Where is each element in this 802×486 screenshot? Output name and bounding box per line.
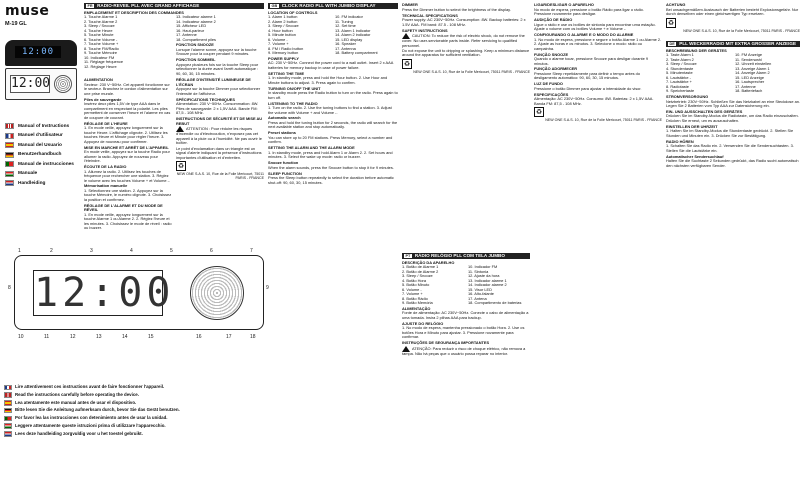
de-flag-icon [4,408,12,414]
weee-bin-icon: ♻ [177,162,185,170]
language-item[interactable]: Manual of Instructions [5,122,81,130]
it-flag-icon [4,423,12,429]
device-front-view [5,68,77,100]
pt-flag-icon [4,416,12,422]
de-header: DE PLL WECKERRADIO MIT EXTRA GROSSER ANZEIGE [666,41,800,47]
es-flag-icon [4,400,12,406]
language-item[interactable]: Benutzerhandbuch [5,151,81,159]
language-item[interactable]: Manual de instrucciones [5,160,81,168]
fr-controls-list: 1. Touche Alarme 1 2. Touche Alarme 2 3. Sleep / Snooze 4. Touche Heure 5. Touche Minute 6. Touche Volume - 7. Touche Volume + 8. Touche FM/Radio 9. Touche Mémoire 10. Indicateur FM 11. Réglage fréquence 12. Réglage Heure 13. Indicateur alarme 1 14. Indicateur alarme 2 15. Afficheur LED 16. Haut-parleur 17. Antenne 18. Compartiment piles FONCTION SNOOZE Lorsque l'alarme sonne, appuyez sur la touche Snooze pour la couper pendant 9 minutes. FONCTION SOMMEIL Appuyez plusieurs fois sur la touche Sleep pour sélectionner la durée avant l'arrêt automatique : 90, 60, 30, 15 minutes. [84,14,259,76]
weee-bin-icon: ♻ [403,60,411,68]
pt-header: PT RÁDIO RELÓGIO PLL COM TELA JUMBO [402,253,530,259]
language-item[interactable]: Manuel d'utilisateur [5,132,81,140]
read-instructions-notice: Lire attentivement ces instructions avant de faire fonctionner l'appareil. Read the instructions carefully before operating the device. Lea atentamente este manual antes de usar el dispositivo. Bitte lesen Sie die Anleitung aufmerksam durch, bevor Sie das Gerät benutzen. Por favor lea las instrucciones con detenimiento antes de usar la unidad. Leggere attentamente queste istruzioni prima di utilizzare l'apparecchio. Lees deze handleiding zorgvuldig voor u het toestel gebruikt. [4,384,264,439]
nl-flag-icon [4,431,12,437]
large-speaker-grille [190,266,244,320]
french-section: FR RADIO-REVEIL PLL AVEC GRAND AFFICHAGE EMPLACEMENT ET DESCRIPTION DES COMMANDES 1. Touche Alarme 1 2. Touche Alarme 2 3. Sleep / Snooze 4. Touche Heure 5. Touche Minute 6. Touche Volume - 7. Touche Volume + 8. Touche FM/Radio 9. Touche Mémoire 10. Indicateur FM 11. Réglage fréquence 12. Réglage Heure 13. Indicateur alarme 1 14. Indicateur alarme 2 15. Afficheur LED 16. Haut-parleur 17. Antenne 18. Compartiment piles FONCTION SNOOZE Lorsque l'alarme sonne, appuyez sur la touche Snooze pour la couper pendant 9 minutes. FONCTION SOMMEIL Appuyez plusieurs fois sur la touche Sleep pour sélectionner la durée avant l'arrêt automatique : 90, 60, 30, 15 minutes. ALIMENTATION Secteur: 230 V~50Hz. Cet appareil fonctionne sur le secteur. Branchez le cordon d'alimentation sur une prise murale. Piles de sauvegarde Insérez deux piles 1,5V de type AAA dans le compartiment en respectant la polarité. Les piles permettent de conserver l'heure et l'alarme en cas de coupure de courant. RÉGLAGE DE L'HEURE 1. En mode veille, appuyez longuement sur la touche Heure. L'affichage clignote. 2. Utilisez les touches Heure et Minute pour régler l'heure. 3. Appuyez de nouveau pour confirmer. MISE EN MARCHE ET ARRÊT DE L'APPAREIL En mode veille, appuyez sur la touche Radio pour allumer la radio. Appuyez de nouveau pour l'éteindre. ÉCOUTE DE LA RADIO 1. Allumez la radio. 2. Utilisez les touches de fréquence pour rechercher une station. 3. Réglez le volume avec les touches Volume + et Volume -. Mémorisation manuelle 1. Sélectionnez une station. 2. Appuyez sur la touche Mémoire, le numéro clignote. 3. Choisissez la position et confirmez. RÉGLAGE DE L'ALARME ET DU MODE DE RÉVEIL 1. En mode veille, appuyez longuement sur la touche Alarme 1 ou Alarme 2. 2. Réglez l'heure et les minutes. 3. Choisissez le mode de réveil : radio ou buzzer. RÉGLAGE D'INTENSITÉ LUMINEUSE DE L'ÉCRAN Appuyez sur la touche Dimmer pour sélectionner l'intensité de l'afficheur. SPÉCIFICATIONS TECHNIQUES Alimentation: 230 V~50Hz. Consommation: 8W. Piles de sauvegarde: 2 x 1,5V AAA. Bande FM: 87,5 - 108 MHz. INSTRUCTIONS DE SÉCURITÉ ET DE MISE AU REBUT ATTENTION : Pour réduire les risques d'incendie ou d'électrocution, n'exposez pas cet appareil à la pluie ou à l'humidité. Ne pas ouvrir le boîtier. Le point d'exclamation dans un triangle est un signal d'alerte indiquant la présence d'instructions importantes d'utilisation et d'entretien. ♻ NEW ONE S.A.S. 10, Rue de la Folie Mericourt, 75011 PARIS - FRANCE [84,3,264,231]
language-item[interactable]: Manuale [5,170,81,178]
model-number: M-19 GL [5,21,27,27]
en-header: GB CLOCK RADIO PLL WITH JUMBO DISPLAY [268,3,398,9]
en-controls-list: 1. Alarm 1 button 2. Alarm 2 button 3. Sleep / Snooze 4. Hour button 5. Minute button 6. Volume - 7. Volume + 8. FM / Radio button 9. Memory button 10. FM indicator 11. Tuning 12. Set time 13. Alarm 1 indicator 14. Alarm 2 indicator 15. LED display 16. Speaker 17. Antenna 18. Battery compartment [268,14,378,55]
de-flag-icon [5,152,14,158]
nl-flag-icon [5,180,14,186]
de-controls-list: 1. Taste Alarm 1 2. Taste Alarm 2 3. Sleep / Snooze 4. Stundentaste 5. Minutentaste 6. Lautstärke - 7. Lautstärke + 8. Radiotaste 9. Speichertaste 10. FM Anzeige 11. Senderwahl 12. Uhrzeit einstellen 13. Anzeige Alarm 1 14. Anzeige Alarm 2 15. LED Anzeige 16. Lautsprecher 17. Antenne 18. Batteriefach [666,52,772,94]
uk-flag-icon [5,123,14,129]
manual-page: muse M-19 GL 12:00 12:00 Manual of Instructions Manuel d'utilisateur Manual del Usuario Benutzerhandbuch Manual de instrucciones Manuale Handleiding FR RADIO-REVEIL PLL AVEC GRAND AFFICHAGE EMPLACEMENT ET DESCRIPTION DES COMMANDES 1. Touche Alarme 1 2. Touche Alarme 2 3. Sleep / Snooze 4. Touche Heure 5. Touche Minute 6. Touche Volume - 7. Touche Volume + 8. Touche FM/Radio 9. Touche Mémoire 10. Indicateur FM 11. Réglage fréquence 12. Réglage Heure 13. Indicateur alarme 1 14. Indicateur alarme 2 15. Afficheur LED 16. Haut-parleur 17. Antenne 18. Compartiment piles FONCTION SNOOZE Lorsque l'alarme sonne, appuyez sur la touche Snooze pour la couper pendant 9 minutes. FONCTION SOMMEIL Appuyez plusieurs fois sur la touche Sleep pour sélectionner la durée avant l'arrêt automatique : 90, 60, 30, 15 minutes. ALIMENTATION Secteur: 230 V~50Hz. Cet appareil fonctionne sur le secteur. Branchez le cordon d'alimentation sur une prise murale. Piles de sauvegarde Insérez deux piles 1,5V de type AAA dans le compartiment en respectant la polarité. Les piles permettent de conserver l'heure et l'alarme en cas de coupure de courant. RÉGLAGE DE L'HEURE 1. En mode veille, appuyez longuement sur la touche Heure. L'affichage clignote. 2. Utilisez les touches Heure et Minute pour régler l'heure. 3. Appuyez de nouveau pour confirmer. MISE EN MARCHE ET ARRÊT DE L'APPAREIL En mode veille, appuyez sur la touche Radio pour allumer la radio. Appuyez de nouveau pour l'éteindre. ÉCOUTE DE LA RADIO 1. Allumez la radio. 2. Utilisez les touches de fréquence pour rechercher une station. 3. Réglez le volume avec les touches Volume + et Volume -. Mémorisation manuelle 1. Sélectionnez une station. 2. Appuyez sur la touche Mémoire, le numéro clignote. 3. Choisissez la position et confirmez. RÉGLAGE DE L'ALARME ET DU MODE DE RÉVEIL 1. En mode veille, appuyez longuement sur la touche Alarme 1 ou Alarme 2. 2. Réglez l'heure et les minutes. 3. Choisissez le mode de réveil : radio ou buzzer. RÉGLAGE D'INTENSITÉ LUMINEUSE DE L'ÉCRAN Appuyez sur la touche Dimmer pour sélectionner l'intensité de l'afficheur. SPÉCIFICATIONS TECHNIQUES Alimentation: 230 V~50Hz. Consommation: 8W. Piles de sauvegarde: 2 x 1,5V AAA. Bande FM: 87,5 - 108 MHz. INSTRUCTIONS DE SÉCURITÉ ET DE MISE AU REBUT ATTENTION : Pour réduire les risques d'incendie ou d'électrocution, n'exposez pas cet appareil à la pluie ou à l'humidité. Ne pas ouvrir le boîtier. Le point d'exclamation dans un triangle est un signal d'alerte indiquant la présence d'instructions importantes d'utilisation et d'entretien. ♻ NEW ONE S.A.S. 10, Rue de la Folie Mericourt, 75011 PARIS - FRANCE 12:00 1 2 3 4 5 6 7 8 9 10 11 12 13 14 15 16 17 18 Lire attentivement ces instructions avant de faire fonctionner l'appareil. Read the instructions carefully before operating the device. Lea atentamente este manual antes de usar el dispositivo. Bitte lesen Sie die Anleitung aufmerksam durch, bevor Sie das Gerät benutzen. Por favor lea las instrucciones con detenimiento antes de usar la unidad. Leggere attentamente queste istruzioni prima di utilizzare l'apparecchio. Lees deze handleiding zorgvuldig voor u het toestel gebruikt. GB CLOCK RADIO PLL WITH JUMBO DISPLAY LOCATION OF CONTROLS 1. Alarm 1 button 2. Alarm 2 button 3. Sleep / Snooze 4. Hour button 5. Minute button 6. Volume - 7. Volume + 8. FM / Radio button 9. Memory button 10. FM indicator 11. Tuning 12. Set time 13. Alarm 1 indicator 14. Alarm 2 indicator 15. LED display 16. Speaker 17. Antenna 18. Battery compartment POWER SUPPLY AC: 230 V~50Hz. Connect the power cord to a wall outlet. Insert 2 x AAA batteries for memory backup in case of power failure. SETTING THE TIME 1. In standby mode, press and hold the Hour button. 2. Use Hour and Minute buttons to adjust. 3. Press again to confirm. TURNING ON/OFF THE UNIT In standby mode press the Radio button to turn on the radio. Press again to turn off. LISTENING TO THE RADIO 1. Turn on the radio. 2. Use the tuning buttons to find a station. 3. Adjust the volume with Volume + and Volume -. Automatic search Press and hold the tuning button for 2 seconds, the radio will search for the next available station and stop automatically. Preset stations You can store up to 20 FM stations. Press Memory, select a number and confirm. SETTING THE ALARM AND THE ALARM MODE 1. In standby mode, press and hold Alarm 1 or Alarm 2. 2. Set hours and minutes. 3. Select the wake up mode: radio or buzzer. Snooze function When the alarm sounds, press the Snooze button to stop it for 9 minutes. SLEEP FUNCTION Press the Sleep button repeatedly to select the duration before automatic shut-off: 90, 60, 30, 15 minutes. DIMMER Press the Dimmer button to select the brightness of the display. TECHNICAL SPECIFICATIONS Power supply: AC 230V~50Hz. Consumption: 8W. Backup batteries: 2 x 1.5V AAA. FM band: 87.5 - 108 MHz. SAFETY INSTRUCTIONS CAUTION: To reduce the risk of electric shock, do not remove the cover. No user-serviceable parts inside. Refer servicing to qualified personnel. Do not expose the unit to dripping or splashing. Keep a minimum distance around the apparatus for sufficient ventilation. ♻ NEW ONE S.A.S. 10, Rue de la Folie Mericourt, 75011 PARIS - FRANCE PT RÁDIO RELÓGIO PLL COM TELA JUMBO DESCRIÇÃO DA APARELHO 1. Botão de Alarme 1 2. Botão de Alarme 2 3. Sleep / Snooze 4. Botão Hora 5. Botão Minuto 6. Volume - 7. Volume + 8. Botão Rádio 9. Botão Memória 10. Indicador FM 11. Sintonia 12. Ajuste da hora 13. Indicador alarme 1 14. Indicador alarme 2 15. Visor LED 16. Alto-falante 17. Antena 18. Compartimento de baterias ALIMENTAÇÃO Fonte de alimentação: AC 230V~50Hz. Conecte o cabo de alimentação a uma tomada. Insira 2 pilhas AAA para backup. AJUSTE DO RELÓGIO 1. No modo de espera, mantenha pressionado o botão Hora. 2. Use os botões Hora e Minuto para ajustar. 3. Pressione novamente para confirmar. INSTRUÇÕES DE SEGURANÇA IMPORTANTES ATENÇÃO: Para reduzir o risco de choque elétrico, não remova a tampa. Não há peças que o usuário possa reparar no interior. LIGAR/DESLIGAR O APARELHO No modo de espera, pressione o botão Rádio para ligar o rádio. Pressione novamente para desligar. AUDIÇÃO DE RÁDIO Ligue o rádio e use os botões de sintonia para encontrar uma estação. Ajuste o volume com os botões Volume + e Volume -. CONFIGURANDO O ALARME E O MODO DO ALARME 1. No modo de espera, pressione e segure o botão Alarme 1 ou Alarme 2. 2. Ajuste as horas e os minutos. 3. Selecione o modo: rádio ou campainha. FUNÇÃO SNOOZE Quando o alarme tocar, pressione Snooze para desligar durante 9 minutos. FUNÇÃO ADORMECER Pressione Sleep repetidamente para definir o tempo antes do desligamento automático: 90, 60, 30, 15 minutos. LUZ DE FUNDO Pressione o botão Dimmer para ajustar a intensidade do visor. ESPECIFICAÇÕES Alimentação: AC 230V~50Hz. Consumo: 8W. Baterias: 2 x 1,5V AAA. Banda FM: 87,5 - 108 MHz. ♻ NEW ONE S.A.S. 10, Rue de la Folie Mericourt, 75011 PARIS - FRANCE ACHTUNG Bei unsachgemäßem Austausch der Batterien besteht Explosionsgefahr. Nur durch denselben oder einen gleichwertigen Typ ersetzen. ♻ NEW ONE S.A.S. 10, Rue de la Folie Mericourt, 75011 PARIS - FRANCE DE PLL WECKERRADIO MIT EXTRA GROSSER ANZEIGE BESCHREIBUNG DER GERÄTES 1. Taste Alarm 1 2. Taste Alarm 2 3. Sleep / Snooze 4. Stundentaste 5. Minutentaste 6. Lautstärke - 7. Lautstärke + 8. Radiotaste 9. Speichertaste 10. FM Anzeige 11. Senderwahl 12. Uhrzeit einstellen 13. Anzeige Alarm 1 14. Anzeige Alarm 2 15. LED Anzeige 16. Lautsprecher 17. Antenne 18. Batteriefach STROMVERSORGUNG Netzbetrieb: 230V~50Hz. Schließen Sie das Netzkabel an eine Steckdose an. Legen Sie 2 Batterien vom Typ AAA zur Datensicherung ein. EIN- UND AUSSCHALTEN DES GERÄTES Drücken Sie im Standby-Modus die Radiotaste, um das Radio einzuschalten. Drücken Sie erneut, um es auszuschalten. EINSTELLEN DER UHRZEIT 1. Halten Sie im Standby-Modus die Stundentaste gedrückt. 2. Stellen Sie Stunden und Minuten ein. 3. Drücken Sie zur Bestätigung. RADIO HÖREN 1. Schalten Sie das Radio ein. 2. Verwenden Sie die Sendersuchtasten. 3. Stellen Sie die Lautstärke ein. Automatischer Sendersuchlauf Halten Sie die Suchtaste 2 Sekunden gedrückt, das Radio sucht automatisch den nächsten verfügbaren Sender. [0,0,802,486]
speaker-grille [54,75,72,93]
language-item[interactable]: Manual del Usuario [5,141,81,149]
language-item[interactable]: Handleiding [5,179,81,187]
weee-bin-icon: ♻ [667,19,675,27]
fr-header: FR RADIO-REVEIL PLL AVEC GRAND AFFICHAGE [84,3,264,9]
device-front-display: 12:00 [11,76,51,91]
weee-bin-icon: ♻ [535,109,543,117]
portuguese-section-continued: LIGAR/DESLIGAR O APARELHO No modo de espera, pressione o botão Rádio para ligar o rádio. Pressione novamente para desligar. AUDIÇÃO DE RÁDIO Ligue o rádio e use os botões de sintonia para encontrar uma estação. Ajuste o volume com os botões Volume + e Volume -. CONFIGURANDO O ALARME E O MODO DO ALARME 1. No modo de espera, pressione e segure o botão Alarme 1 ou Alarme 2. 2. Ajuste as horas e os minutos. 3. Selecione o modo: rádio ou campainha. FUNÇÃO SNOOZE Quando o alarme tocar, pressione Snooze para desligar durante 9 minutos. FUNÇÃO ADORMECER Pressione Sleep repetidamente para definir o tempo antes do desligamento automático: 90, 60, 30, 15 minutos. LUZ DE FUNDO Pressione o botão Dimmer para ajustar a intensidade do visor. ESPECIFICAÇÕES Alimentação: AC 230V~50Hz. Consumo: 8W. Baterias: 2 x 1,5V AAA. Banda FM: 87,5 - 108 MHz. ♻ NEW ONE S.A.S. 10, Rue de la Folie Mericourt, 75011 PARIS - FRANCE [534,2,662,123]
english-section-continued: DIMMER Press the Dimmer button to select the brightness of the display. TECHNICAL SPECIFICATIONS Power supply: AC 230V~50Hz. Consumption: 8W. Backup batteries: 2 x 1.5V AAA. FM band: 87.5 - 108 MHz. SAFETY INSTRUCTIONS CAUTION: To reduce the risk of electric shock, do not remove the cover. No user-serviceable parts inside. Refer servicing to qualified personnel. Do not expose the unit to dripping or splashing. Keep a minimum distance around the apparatus for sufficient ventilation. ♻ NEW ONE S.A.S. 10, Rue de la Folie Mericourt, 75011 PARIS - FRANCE [402,2,530,74]
pt-controls-list: 1. Botão de Alarme 1 2. Botão de Alarme 2 3. Sleep / Snooze 4. Botão Hora 5. Botão Minuto 6. Volume - 7. Volume + 8. Botão Rádio 9. Botão Memória 10. Indicador FM 11. Sintonia 12. Ajuste da hora 13. Indicador alarme 1 14. Indicador alarme 2 15. Visor LED 16. Alto-falante 17. Antena 18. Compartimento de baterias [402,264,522,305]
uk-flag-icon [4,392,12,398]
english-section: GB CLOCK RADIO PLL WITH JUMBO DISPLAY LOCATION OF CONTROLS 1. Alarm 1 button 2. Alarm 2 button 3. Sleep / Snooze 4. Hour button 5. Minute button 6. Volume - 7. Volume + 8. FM / Radio button 9. Memory button 10. FM indicator 11. Tuning 12. Set time 13. Alarm 1 indicator 14. Alarm 2 indicator 15. LED display 16. Speaker 17. Antenna 18. Battery compartment POWER SUPPLY AC: 230 V~50Hz. Connect the power cord to a wall outlet. Insert 2 x AAA batteries for memory backup in case of power failure. SETTING THE TIME 1. In standby mode, press and hold the Hour button. 2. Use Hour and Minute buttons to adjust. 3. Press again to confirm. TURNING ON/OFF THE UNIT In standby mode press the Radio button to turn on the radio. Press again to turn off. LISTENING TO THE RADIO 1. Turn on the radio. 2. Use the tuning buttons to find a station. 3. Adjust the volume with Volume + and Volume -. Automatic search Press and hold the tuning button for 2 seconds, the radio will search for the next available station and stop automatically. Preset stations You can store up to 20 FM stations. Press Memory, select a number and confirm. SETTING THE ALARM AND THE ALARM MODE 1. In standby mode, press and hold Alarm 1 or Alarm 2. 2. Set hours and minutes. 3. Select the wake up mode: radio or buzzer. Snooze function When the alarm sounds, press the Snooze button to stop it for 9 minutes. SLEEP FUNCTION Press the Sleep button repeatedly to select the duration before automatic shut-off: 90, 60, 30, 15 minutes. [268,3,398,185]
it-flag-icon [5,171,14,177]
large-led-display: 12:00 [34,270,175,316]
brand-logo: muse [5,3,50,19]
pt-flag-icon [5,161,14,167]
device-top-display: 12:00 [15,46,61,58]
device-illustration-large [14,255,264,330]
es-flag-icon [5,142,14,148]
device-top-view [5,40,77,66]
device-illustration-small [5,40,77,100]
fr-flag-icon [4,385,12,391]
german-section: ACHTUNG Bei unsachgemäßem Austausch der Batterien besteht Explosionsgefahr. Nur durch denselben oder einen gleichwertigen Typ ersetzen. ♻ NEW ONE S.A.S. 10, Rue de la Folie Mericourt, 75011 PARIS - FRANCE DE PLL WECKERRADIO MIT EXTRA GROSSER ANZEIGE BESCHREIBUNG DER GERÄTES 1. Taste Alarm 1 2. Taste Alarm 2 3. Sleep / Snooze 4. Stundentaste 5. Minutentaste 6. Lautstärke - 7. Lautstärke + 8. Radiotaste 9. Speichertaste 10. FM Anzeige 11. Senderwahl 12. Uhrzeit einstellen 13. Anzeige Alarm 1 14. Anzeige Alarm 2 15. LED Anzeige 16. Lautsprecher 17. Antenne 18. Batteriefach STROMVERSORGUNG Netzbetrieb: 230V~50Hz. Schließen Sie das Netzkabel an eine Steckdose an. Legen Sie 2 Batterien vom Typ AAA zur Datensicherung ein. EIN- UND AUSSCHALTEN DES GERÄTES Drücken Sie im Standby-Modus die Radiotaste, um das Radio einzuschalten. Drücken Sie erneut, um es auszuschalten. EINSTELLEN DER UHRZEIT 1. Halten Sie im Standby-Modus die Stundentaste gedrückt. 2. Stellen Sie Stunden und Minuten ein. 3. Drücken Sie zur Bestätigung. RADIO HÖREN 1. Schalten Sie das Radio ein. 2. Verwenden Sie die Sendersuchtasten. 3. Stellen Sie die Lautstärke ein. Automatischer Sendersuchlauf Halten Sie die Suchtaste 2 Sekunden gedrückt, das Radio sucht automatisch den nächsten verfügbaren Sender. [666,2,800,168]
language-list [5,122,81,189]
fr-flag-icon [5,133,14,139]
portuguese-section: PT RÁDIO RELÓGIO PLL COM TELA JUMBO DESCRIÇÃO DA APARELHO 1. Botão de Alarme 1 2. Botão de Alarme 2 3. Sleep / Snooze 4. Botão Hora 5. Botão Minuto 6. Volume - 7. Volume + 8. Botão Rádio 9. Botão Memória 10. Indicador FM 11. Sintonia 12. Ajuste da hora 13. Indicador alarme 1 14. Indicador alarme 2 15. Visor LED 16. Alto-falante 17. Antena 18. Compartimento de baterias ALIMENTAÇÃO Fonte de alimentação: AC 230V~50Hz. Conecte o cabo de alimentação a uma tomada. Insira 2 pilhas AAA para backup. AJUSTE DO RELÓGIO 1. No modo de espera, mantenha pressionado o botão Hora. 2. Use os botões Hora e Minuto para ajustar. 3. Pressione novamente para confirmar. INSTRUÇÕES DE SEGURANÇA IMPORTANTES ATENÇÃO: Para reduzir o risco de choque elétrico, não remova a tampa. Não há peças que o usuário possa reparar no interior. [402,253,529,356]
